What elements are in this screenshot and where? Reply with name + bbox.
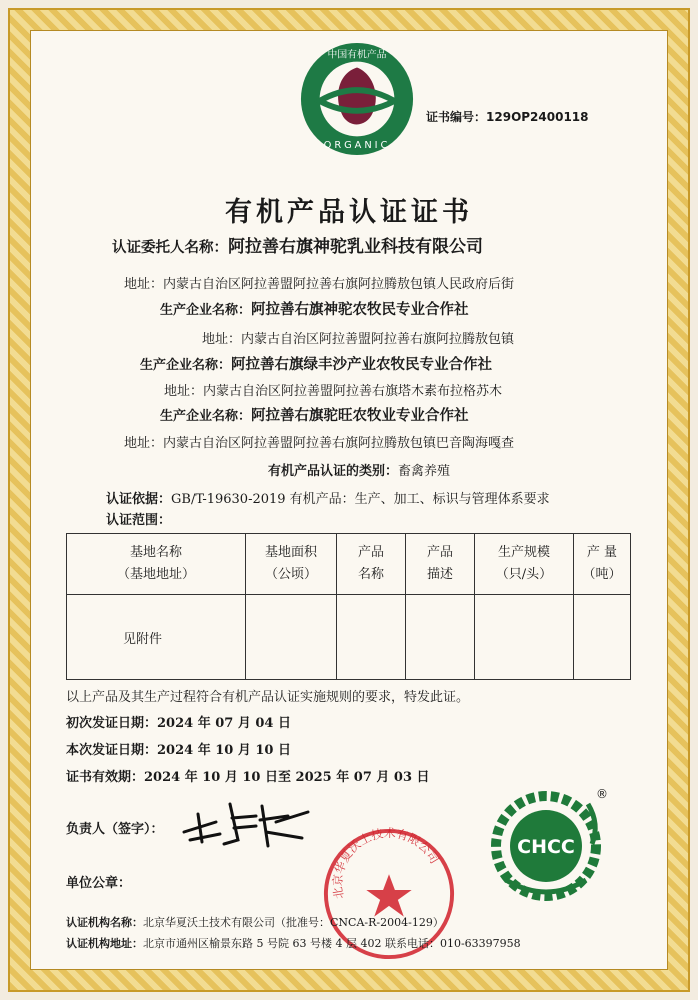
category-line: 有机产品认证的类别：畜禽养殖 [268, 464, 451, 479]
table-row [67, 595, 631, 680]
table-header: 产品 描述 [406, 534, 475, 595]
first-issue-date: 初次发证日期：2024 年 07 月 04 日 [66, 716, 292, 731]
statement: 以上产品及其生产过程符合有机产品认证实施规则的要求，特发此证。 [66, 690, 470, 705]
page-title: 有机产品认证证书 [225, 197, 473, 228]
signature [176, 792, 316, 852]
producer-3: 生产企业名称：阿拉善右旗驼旺农牧业专业合作社 [160, 408, 469, 424]
table-cell [406, 595, 475, 680]
producer-2-address: 地址：内蒙古自治区阿拉善盟阿拉善右旗塔木素布拉格苏木 [164, 384, 503, 399]
logo-bottom-text: ORGANIC [323, 140, 391, 152]
table-cell [337, 595, 406, 680]
basis-line: 认证依据：GB/T-19630-2019 有机产品：生产、加工、标识与管理体系要求 [106, 492, 550, 507]
table-cell: 见附件 [67, 595, 246, 680]
org-address: 认证机构地址：北京市通州区榆景东路 5 号院 63 号楼 4 层 402 联系电话：010-63397958 [66, 937, 521, 950]
table-header: 生产规模 （只/头） [475, 534, 574, 595]
table-header: 产品 名称 [337, 534, 406, 595]
table-cell [475, 595, 574, 680]
seal-label: 单位公章： [66, 876, 132, 891]
validity-period: 证书有效期：2024 年 10 月 10 日至 2025 年 07 月 03 日 [66, 770, 430, 785]
table-header: 基地名称 （基地地址） [67, 534, 246, 595]
responsible-person-label: 负责人（签字）： [66, 822, 164, 837]
table-header: 产 量 （吨） [574, 534, 631, 595]
table-header-row [67, 534, 631, 595]
logo-top-text: 中国有机产品 [327, 49, 387, 61]
seal-text: 北京华夏沃土技术有限公司 [330, 826, 442, 900]
table-cell [574, 595, 631, 680]
registered-mark: ® [596, 787, 608, 801]
client-line: 认证委托人名称：阿拉善右旗神驼乳业科技有限公司 [112, 237, 483, 257]
table-header: 基地面积 （公顷） [246, 534, 337, 595]
chcc-logo [488, 784, 610, 902]
org-name: 认证机构名称：北京华夏沃土技术有限公司（批准号：CNCA-R-2004-129） [66, 916, 444, 929]
scope-table [66, 533, 631, 680]
producer-1: 生产企业名称：阿拉善右旗神驼农牧民专业合作社 [160, 302, 469, 318]
current-issue-date: 本次发证日期：2024 年 10 月 10 日 [66, 743, 292, 758]
producer-3-address: 地址：内蒙古自治区阿拉善盟阿拉善右旗阿拉腾敖包镇巴音陶海嘎查 [124, 436, 515, 451]
scope-label: 认证范围： [106, 513, 172, 528]
chcc-text: CHCC [517, 836, 575, 858]
organic-logo [298, 40, 416, 158]
table-cell [246, 595, 337, 680]
producer-2: 生产企业名称：阿拉善右旗绿丰沙产业农牧民专业合作社 [140, 357, 493, 373]
client-address: 地址：内蒙古自治区阿拉善盟阿拉善右旗阿拉腾敖包镇人民政府后街 [124, 277, 515, 292]
producer-1-address: 地址：内蒙古自治区阿拉善盟阿拉善右旗阿拉腾敖包镇 [202, 332, 515, 347]
certificate-number: 证书编号：129OP2400118 [426, 110, 589, 124]
